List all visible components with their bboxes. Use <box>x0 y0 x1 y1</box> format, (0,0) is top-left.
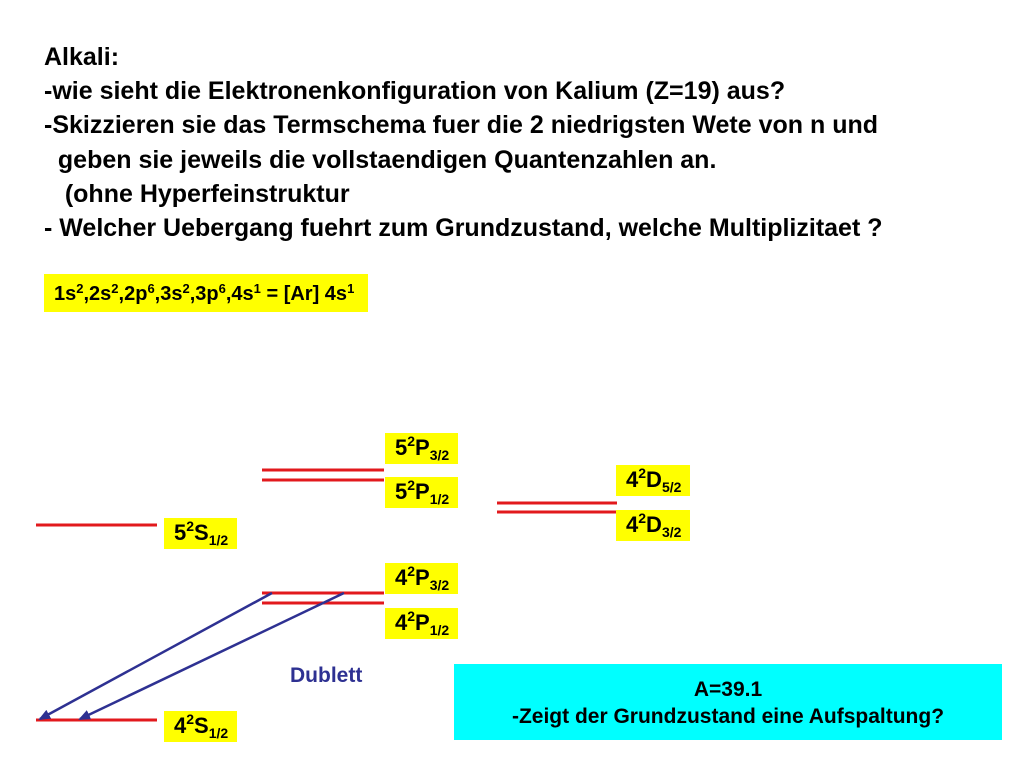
question-line-4: geben sie jeweils die vollstaendigen Quantenzahlen an. <box>44 145 717 174</box>
info-box-line-1: A=39.1 <box>693 678 763 701</box>
question-line-3: -Skizzieren sie das Termschema fuer die 2 niedrigsten Wete von n und <box>44 111 879 140</box>
level-label-4p-3-2: $4^2P_{3/2}$ <box>385 563 458 594</box>
level-label-4d-5-2: $4^2D_{5/2}$ <box>616 465 690 496</box>
level-label-5p-1-2: $5^2P_{1/2}$ <box>385 477 458 508</box>
transition-arrow-1 <box>40 593 272 719</box>
level-label-4s-1-2: $4^2S_{1/2}$ <box>164 711 237 742</box>
info-box <box>454 664 1002 740</box>
level-label-5p-3-2: $5^2P_{3/2}$ <box>385 433 458 464</box>
electron-configuration: $1s^2,2s^2,2p^6,3s^2,3p^6,4s^1 = [Ar]$ $4s^1$ <box>44 274 368 312</box>
info-box-line-2: -Zeigt der Grundzustand eine Aufspaltung? <box>511 705 945 728</box>
level-label-5s-1-2: $5^2S_{1/2}$ <box>164 518 237 549</box>
level-label-4d-3-2: $4^2D_{3/2}$ <box>616 510 690 541</box>
question-line-1: Alkali: <box>44 43 120 71</box>
question-line-2: -wie sieht die Elektronenkonfiguration von Kalium (Z=19) aus? <box>44 77 786 106</box>
transition-arrow-2 <box>80 593 344 719</box>
level-label-4p-1-2: $4^2P_{1/2}$ <box>385 608 458 639</box>
dublett-label: Dublett <box>290 664 363 687</box>
question-line-6: - Welcher Uebergang fuehrt zum Grundzustand, welche Multiplizitaet ? <box>44 214 883 243</box>
question-line-5: (ohne Hyperfeinstruktur <box>44 179 350 208</box>
